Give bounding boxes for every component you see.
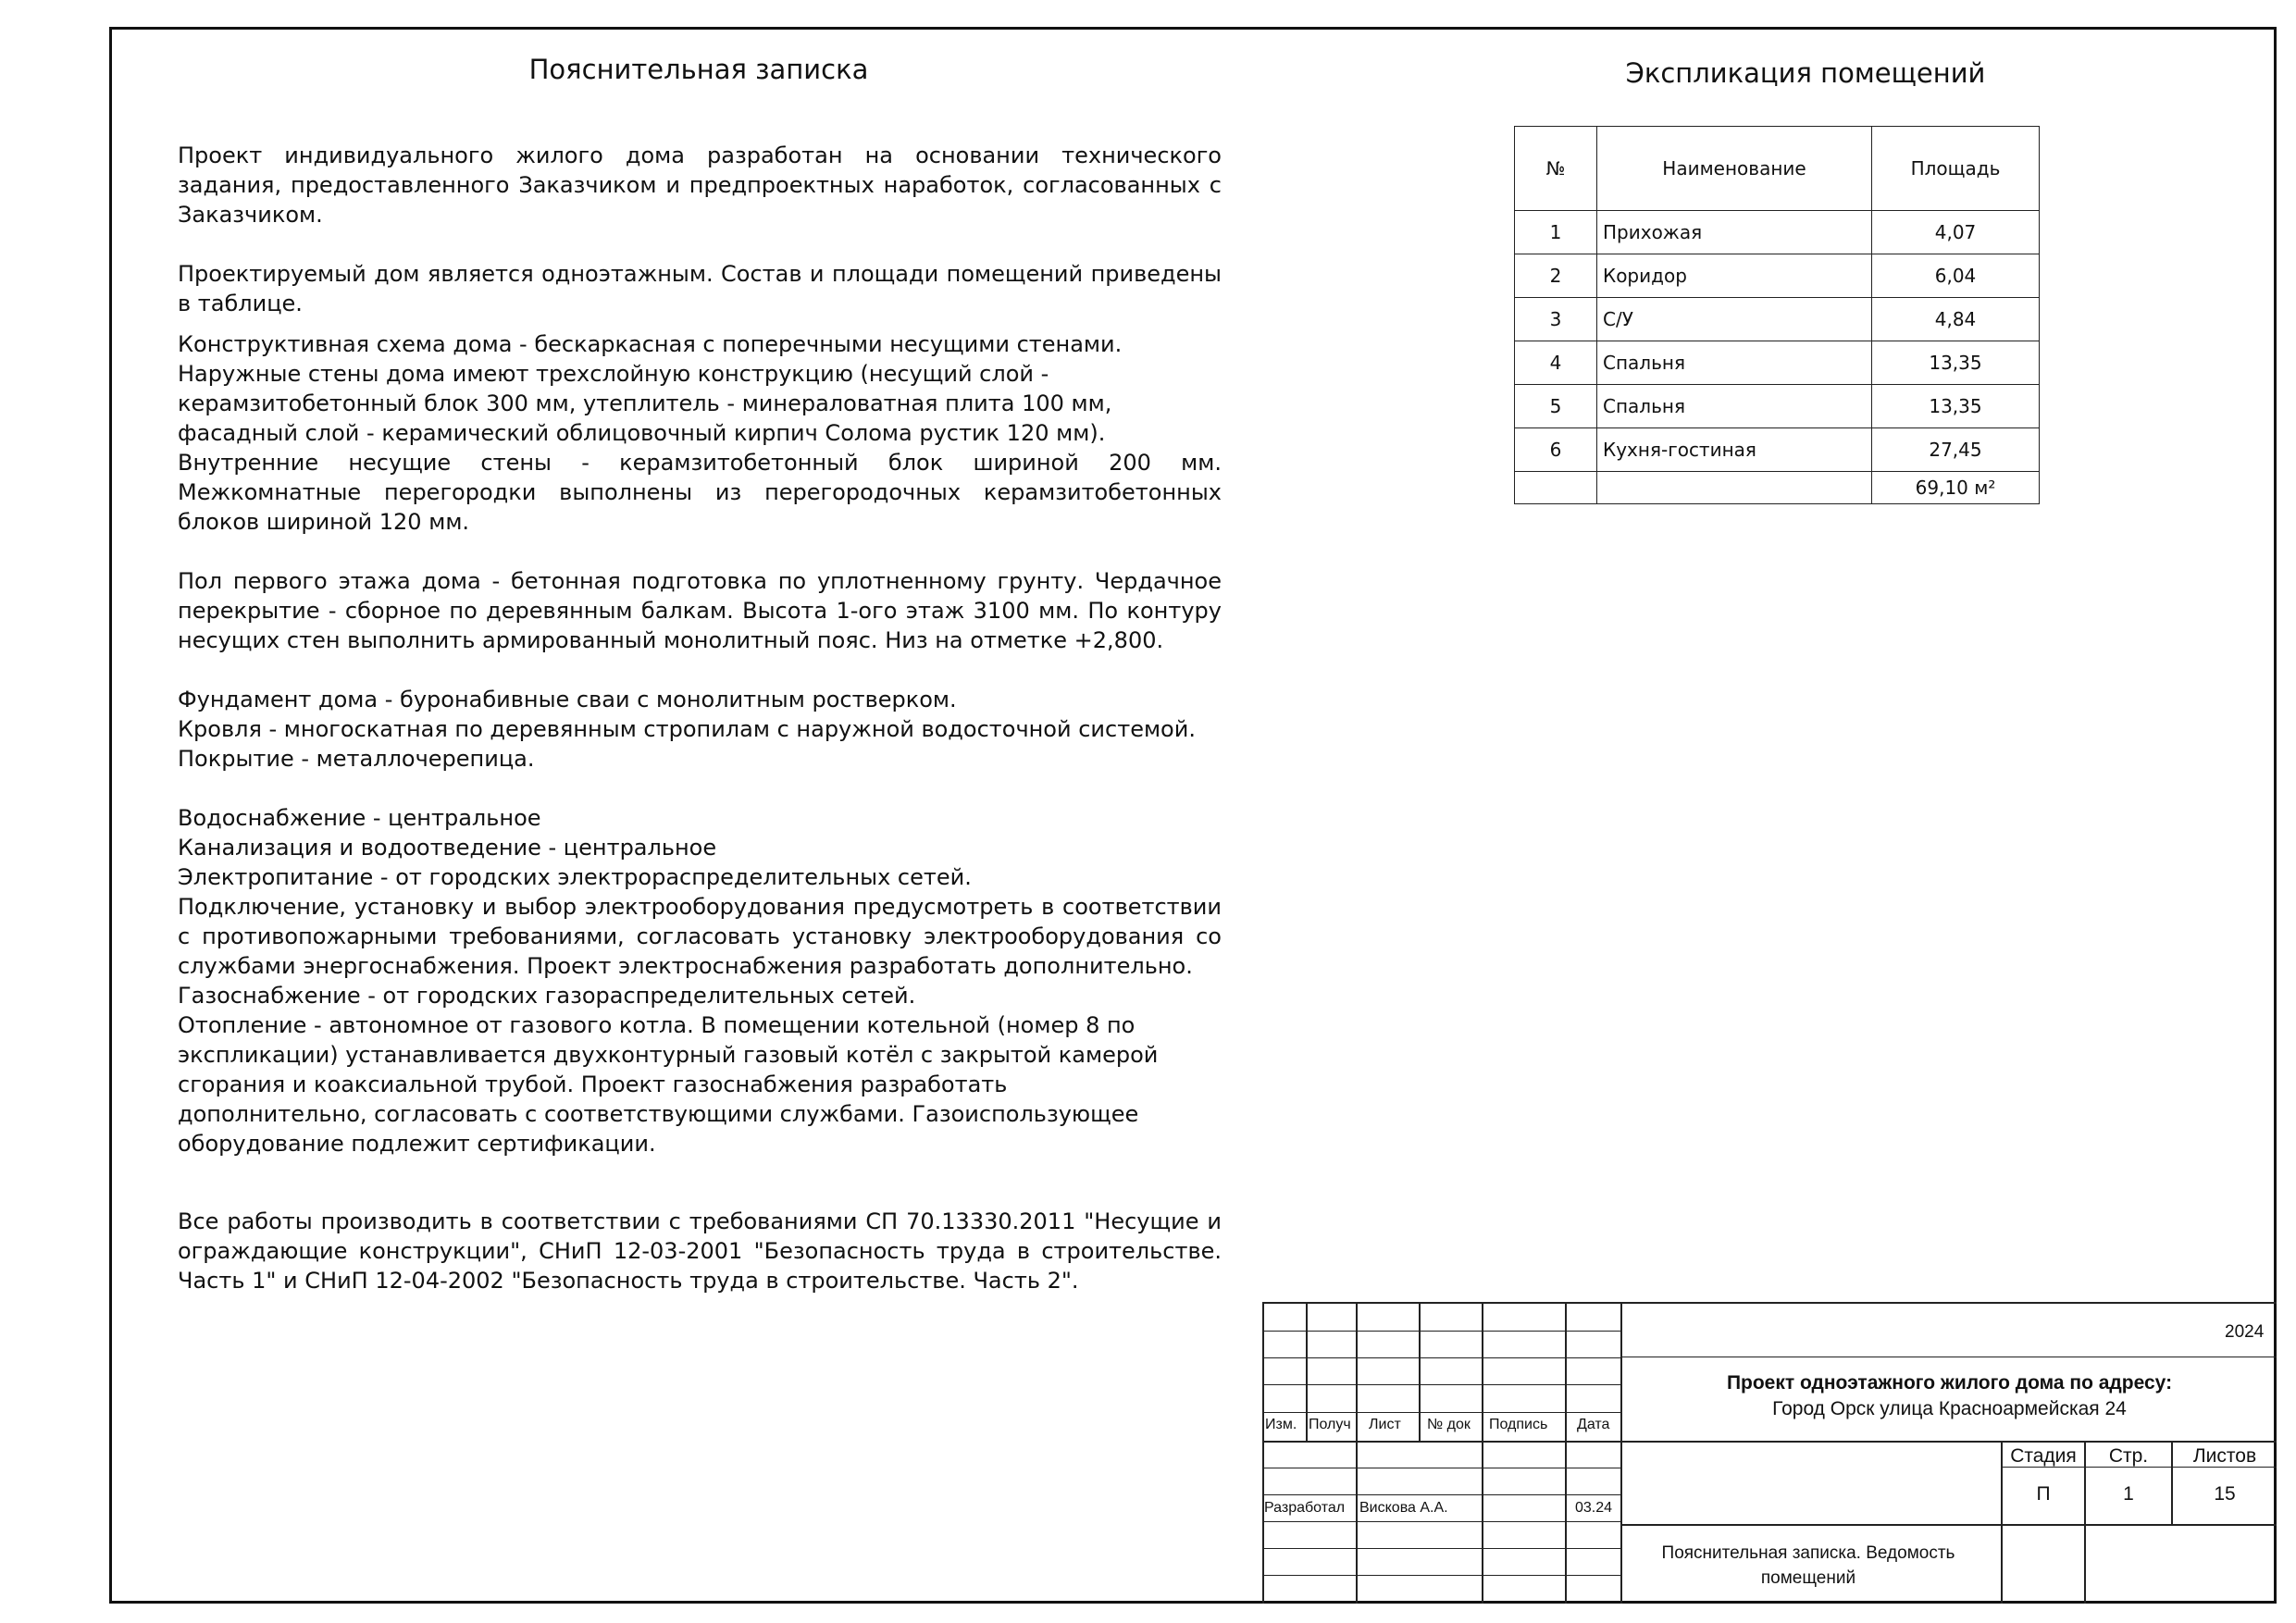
room-name: Кухня-гостиная bbox=[1597, 428, 1872, 472]
explication-table bbox=[1514, 126, 2040, 504]
room-name: Коридор bbox=[1597, 254, 1872, 298]
header-name: Наименование bbox=[1597, 127, 1872, 211]
room-num: 3 bbox=[1515, 298, 1597, 341]
room-area: 13,35 bbox=[1872, 341, 2040, 385]
title-block bbox=[1262, 1302, 2277, 1604]
room-area: 6,04 bbox=[1872, 254, 2040, 298]
year: 2024 bbox=[2225, 1322, 2265, 1342]
sheets-value: 15 bbox=[2214, 1483, 2236, 1505]
table-row bbox=[1515, 298, 2040, 341]
note-paragraph: Проектируемый дом является одноэтажным. Состав и площади помещений приведены в таблице. bbox=[178, 261, 1222, 316]
page-value: 1 bbox=[2123, 1483, 2134, 1505]
note-paragraph: Покрытие - металлочерепица. bbox=[178, 746, 535, 772]
col-data: Дата bbox=[1577, 1417, 1610, 1432]
note-paragraph: Фундамент дома - буронабивные сваи с монолитным ростверком. bbox=[178, 687, 957, 712]
table-row bbox=[1515, 385, 2040, 428]
note-paragraph: Внутренние несущие стены - керамзитобетонный блок шириной 200 мм. Межкомнатные перегородки выполнены из перегородочных керамзитобетонных блоков шириной 120 мм. bbox=[178, 450, 1222, 535]
page-label: Стр. bbox=[2108, 1445, 2149, 1467]
author-date: 03.24 bbox=[1575, 1500, 1613, 1516]
table-row bbox=[1515, 254, 2040, 298]
note-paragraph: Проект индивидуального жилого дома разработан на основании технического задания, предоставленного Заказчиком и предпроектных наработок, согласованных с Заказчиком. bbox=[178, 142, 1222, 228]
room-num: 6 bbox=[1515, 428, 1597, 472]
col-ndok: № док bbox=[1427, 1417, 1471, 1432]
room-name: С/У bbox=[1597, 298, 1872, 341]
total-area: 69,10 м² bbox=[1872, 472, 2040, 504]
project-title: Проект одноэтажного жилого дома по адресу: bbox=[1726, 1372, 2173, 1394]
sheets-label: Листов bbox=[2192, 1445, 2257, 1467]
room-area: 13,35 bbox=[1872, 385, 2040, 428]
note-paragraph: Кровля - многоскатная по деревянным стропилам с наружной водосточной системой. bbox=[178, 716, 1196, 742]
room-name: Прихожая bbox=[1597, 211, 1872, 254]
header-area: Площадь bbox=[1872, 127, 2040, 211]
project-address: Город Орск улица Красноармейская 24 bbox=[1772, 1398, 2127, 1419]
note-paragraph: Пол первого этажа дома - бетонная подготовка по уплотненному грунту. Чердачное перекрытие - сборное по деревянным балкам. Высота 1-ого этаж 3100 мм. По контуру несущих стен выполнить армированный монолитный пояс. Низ на отметке +2,800. bbox=[178, 568, 1222, 653]
total-row bbox=[1515, 472, 2040, 504]
room-num: 4 bbox=[1515, 341, 1597, 385]
col-podpis: Подпись bbox=[1489, 1417, 1548, 1432]
table-row bbox=[1515, 341, 2040, 385]
room-num: 1 bbox=[1515, 211, 1597, 254]
room-name: Спальня bbox=[1597, 341, 1872, 385]
room-area: 4,07 bbox=[1872, 211, 2040, 254]
col-izm: Изм. bbox=[1265, 1417, 1297, 1432]
note-paragraph: Водоснабжение - центральное bbox=[178, 805, 541, 831]
table-row bbox=[1515, 428, 2040, 472]
note-title: Пояснительная записка bbox=[528, 54, 869, 85]
room-name: Спальня bbox=[1597, 385, 1872, 428]
explication-title: Экспликация помещений bbox=[1625, 57, 1986, 89]
note-paragraph: Канализация и водоотведение - центральное bbox=[178, 835, 717, 861]
role-developer: Разработал bbox=[1264, 1500, 1346, 1516]
sheet-name: Пояснительная записка. Ведомость помещений bbox=[1661, 1543, 1955, 1588]
note-paragraph: Наружные стены дома имеют трехслойную конструкцию (несущий слой - керамзитобетонный блок 300 мм, утеплитель - минераловатная плита 100 мм, фасадный слой - керамический облицовочный кирпич Солома рустик 120 мм). bbox=[178, 361, 1112, 446]
room-num: 5 bbox=[1515, 385, 1597, 428]
note-paragraph: Электропитание - от городских электрораспределительных сетей. bbox=[178, 864, 972, 890]
note-paragraph: Конструктивная схема дома - бескаркасная с поперечными несущими стенами. bbox=[178, 331, 1123, 357]
table-row bbox=[1515, 211, 2040, 254]
note-paragraph: Все работы производить в соответствии с требованиями СП 70.13330.2011 "Несущие и ограждающие конструкции", СНиП 12-03-2001 "Безопасность труда в строительстве. Часть 1" и СНиП 12-04-2002 "Безопасность труда в строительстве. Часть 2". bbox=[178, 1208, 1222, 1294]
stage-label: Стадия bbox=[2010, 1445, 2077, 1467]
note-paragraph: Газоснабжение - от городских газораспределительных сетей. bbox=[178, 983, 916, 1009]
room-area: 27,45 bbox=[1872, 428, 2040, 472]
col-poluch: Получ bbox=[1309, 1417, 1351, 1432]
room-area: 4,84 bbox=[1872, 298, 2040, 341]
note-paragraph: Отопление - автономное от газового котла. В помещении котельной (номер 8 по экспликации) устанавливается двухконтурный газовый котёл с закрытой камерой сгорания и коаксиальной трубой. Проект газоснабжения разработать дополнительно, согласовать с соответствующими службами. Газоиспользующее оборудование подлежит сертификации. bbox=[178, 1012, 1159, 1157]
header-num: № bbox=[1515, 127, 1597, 211]
note-paragraph: Подключение, установку и выбор электрооборудования предусмотреть в соответствии с противопожарными требованиями, согласовать установку электрооборудования со службами энергоснабжения. Проект электроснабжения разработать дополнительно. bbox=[178, 894, 1222, 979]
author-name: Вискова А.А. bbox=[1359, 1500, 1448, 1516]
stage-value: П bbox=[2036, 1483, 2051, 1505]
note-body bbox=[178, 141, 1222, 1295]
col-list: Лист bbox=[1369, 1417, 1401, 1432]
room-num: 2 bbox=[1515, 254, 1597, 298]
